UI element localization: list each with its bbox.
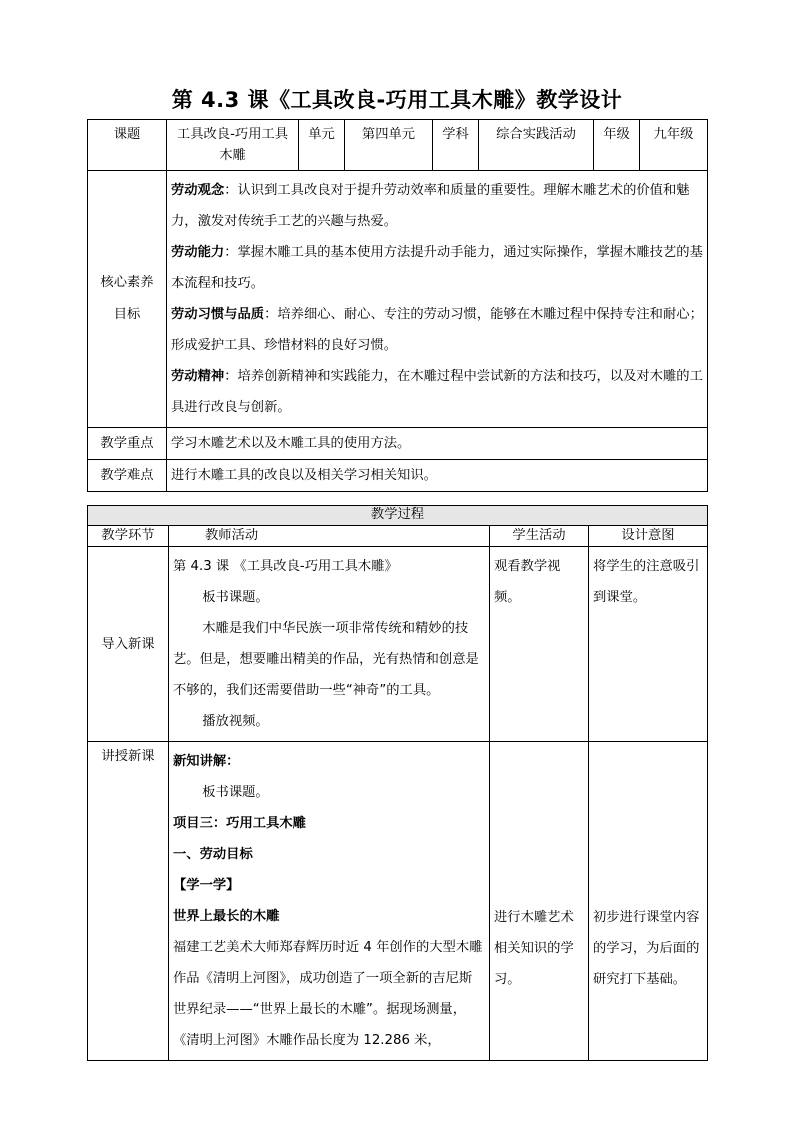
student-activity-new: 进行木雕艺术相关知识的学习。 (490, 742, 589, 1061)
activity-line: 【学一学】 (173, 878, 240, 893)
lesson-info-table (87, 119, 708, 492)
objective-label: 劳动精神 (171, 369, 225, 384)
topic-header: 课题 (88, 120, 167, 171)
page-title: 第 4.3 课《工具改良-巧用工具木雕》教学设计 (171, 88, 623, 112)
col-header-stage: 教学环节 (88, 526, 169, 547)
difficulty-value: 进行木雕工具的改良以及相关学习相关知识。 (167, 460, 708, 492)
objective-label: 劳动观念 (171, 183, 225, 198)
objective-text: ：认识到工具改良对于提升劳动效率和质量的重要性。理解木雕艺术的价值和魅力，激发对传统手工艺的兴趣与热爱。 (171, 183, 690, 229)
activity-line: 木雕是我们中华民族一项非常传统和精妙的技艺。但是，想要雕出精美的作品，光有热情和创意是不够的，我们还需要借助一些“神奇”的工具。 (173, 621, 479, 698)
design-intent-intro: 将学生的注意吸引到课堂。 (589, 547, 708, 742)
activity-line: 新知讲解： (173, 754, 240, 769)
key-point-value: 学习木雕艺术以及木雕工具的使用方法。 (167, 428, 708, 460)
objective-labor-concept (171, 175, 703, 237)
topic-value: 工具改良-巧用工具木雕 (167, 120, 299, 171)
activity-line: 一、劳动目标 (173, 847, 253, 862)
activity-line: 世界上最长的木雕 (173, 909, 280, 924)
subject-header: 学科 (433, 120, 479, 171)
design-intent-new: 初步进行课堂内容的学习，为后面的研究打下基础。 (589, 742, 708, 1061)
col-header-student: 学生活动 (490, 526, 589, 547)
objective-label: 劳动习惯与品质 (171, 307, 265, 322)
activity-line: 福建工艺美术大师郑春辉历时近 4 年创作的大型木雕作品《清明上河图》，成功创造了一项全新的吉尼斯世界纪录——“世界上最长的木雕”。据现场测量，《清明上河图》木雕作品长度为 12.286 米， (173, 940, 483, 1048)
activity-line: 项目三：巧用工具木雕 (173, 816, 306, 831)
objective-label: 劳动能力 (171, 245, 225, 260)
activity-line: 板书课题。 (202, 590, 269, 605)
objective-text: ：掌握木雕工具的基本使用方法提升动手能力，通过实际操作，掌握木雕技艺的基本流程和技巧。 (171, 245, 703, 291)
grade-value: 九年级 (640, 120, 708, 171)
activity-line: 播放视频。 (202, 714, 269, 729)
difficulty-header: 教学难点 (88, 460, 167, 492)
unit-value: 第四单元 (345, 120, 433, 171)
core-objectives-header: 核心素养目标 (88, 171, 167, 428)
objective-labor-spirit (171, 361, 703, 423)
teacher-activity-intro (169, 547, 490, 742)
teaching-process-table (87, 505, 708, 1061)
unit-header: 单元 (299, 120, 345, 171)
teacher-activity-new (169, 742, 490, 1061)
activity-line: 第 4.3 课 《工具改良-巧用工具木雕》 (173, 559, 398, 574)
objective-labor-habits (171, 299, 703, 361)
process-heading: 教学过程 (88, 506, 708, 526)
key-point-header: 教学重点 (88, 428, 167, 460)
stage-new-lesson: 讲授新课 (88, 742, 169, 1061)
col-header-intent: 设计意图 (589, 526, 708, 547)
activity-line: 板书课题。 (202, 785, 269, 800)
student-activity-intro: 观看教学视频。 (490, 547, 589, 742)
grade-header: 年级 (594, 120, 640, 171)
objective-labor-ability (171, 237, 703, 299)
col-header-teacher: 教师活动 (169, 526, 490, 547)
core-objectives (167, 171, 708, 428)
stage-intro: 导入新课 (88, 547, 169, 742)
objective-text: ：培养细心、耐心、专注的劳动习惯，能够在木雕过程中保持专注和耐心；形成爱护工具、珍惜材料的良好习惯。 (171, 307, 703, 353)
subject-value: 综合实践活动 (479, 120, 594, 171)
objective-text: ：培养创新精神和实践能力，在木雕过程中尝试新的方法和技巧，以及对木雕的工具进行改良与创新。 (171, 369, 703, 415)
